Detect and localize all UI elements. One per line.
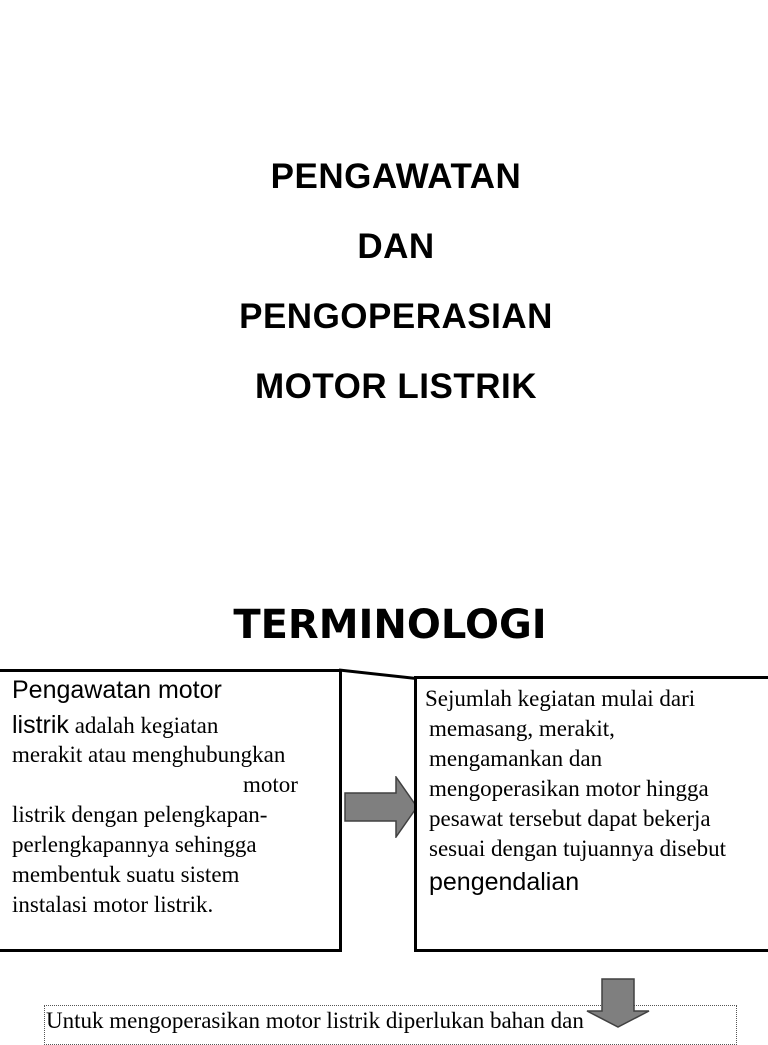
right-line-6: sesuai dengan tujuannya disebut [429,836,727,861]
arrow-down-icon [586,978,650,1028]
title-line-2: DAN [357,227,435,266]
connector-line [339,668,421,682]
definition-line-7: instalasi motor listrik. [12,892,214,917]
definition-line-5: perlengkapannya sehingga [12,832,257,857]
title-line-1: PENGAWATAN [270,157,522,196]
definition-box-left [0,669,342,952]
right-line-1: Sejumlah kegiatan mulai dari [425,686,696,711]
term-pengendalian: pengendalian [429,868,580,896]
definition-line-4: listrik dengan pelengkapan- [12,802,268,827]
section-heading: TERMINOLOGI [233,602,547,648]
definition-line-1 [12,710,218,741]
definition-line-2: merakit atau menghubungkan [12,742,286,767]
title-line-3: PENGOPERASIAN [239,297,553,336]
right-line-2: memasang, merakit, [429,716,615,741]
term-listrik: listrik [12,711,69,739]
definition-line-1-rest: adalah kegiatan [68,713,219,738]
definition-line-3: motor [243,772,298,797]
right-line-4: mengoperasikan motor hingga [429,776,709,801]
arrow-right-icon [344,776,418,838]
right-line-5: pesawat tersebut dapat bekerja [429,806,711,831]
definition-line-6: membentuk suatu sistem [12,862,240,887]
title-line-4: MOTOR LISTRIK [255,367,537,406]
term-pengawatan: Pengawatan motor [12,676,222,704]
definition-box-right [414,676,768,952]
right-line-3: mengamankan dan [429,746,603,771]
bottom-box-text: Untuk mengoperasikan motor listrik diperlukan bahan dan [46,1008,584,1033]
